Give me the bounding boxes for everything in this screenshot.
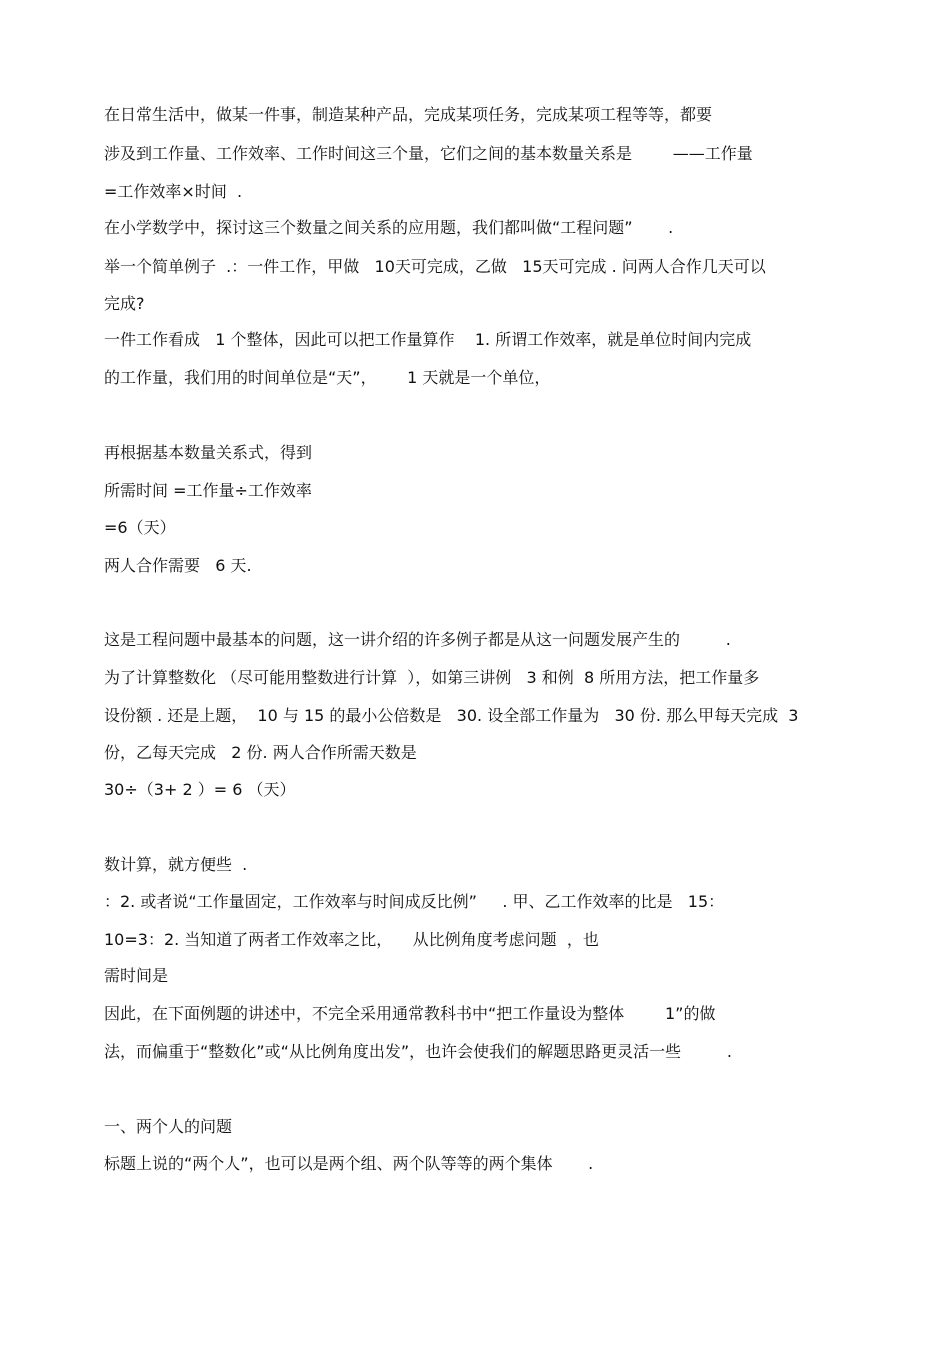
paragraph-line-19: ：2. 或者说“工作量固定，工作效率与时间成反比例” . 甲、乙工作效率的比是 15： — [104, 892, 725, 911]
paragraph-line-13: 这是工程问题中最基本的问题，这一讲介绍的许多例子都是从这一问题发展产生的 . — [104, 630, 731, 649]
paragraph-line-8: 的工作量，我们用的时间单位是“天”， 1 天就是一个单位， — [104, 368, 551, 387]
paragraph-line-9: 再根据基本数量关系式，得到 — [104, 443, 313, 462]
paragraph-line-6: 完成? — [104, 294, 145, 313]
paragraph-line-11: =6（天） — [104, 518, 176, 537]
paragraph-line-4: 在小学数学中，探讨这三个数量之间关系的应用题，我们都叫做“工程问题” . — [104, 218, 674, 237]
paragraph-line-17: 30÷（3+ 2 ）= 6 （天） — [104, 780, 296, 799]
paragraph-line-3: =工作效率×时间 . — [104, 182, 243, 201]
paragraph-line-2: 涉及到工作量、工作效率、工作时间这三个量，它们之间的基本数量关系是 ——工作量 — [104, 144, 753, 163]
paragraph-line-7: 一件工作看成 1 个整体，因此可以把工作量算作 1. 所谓工作效率，就是单位时间内完成 — [104, 330, 752, 349]
paragraph-line-16: 份，乙每天完成 2 份. 两人合作所需天数是 — [104, 743, 417, 762]
paragraph-line-21: 需时间是 — [104, 966, 169, 985]
section-heading: 一、两个人的问题 — [104, 1117, 233, 1136]
paragraph-line-23: 法，而偏重于“整数化”或“从比例角度出发”，也许会使我们的解题思路更灵活一些 . — [104, 1042, 733, 1061]
paragraph-line-22: 因此，在下面例题的讲述中，不完全采用通常教科书中“把工作量设为整体 1”的做 — [104, 1004, 716, 1023]
paragraph-line-1: 在日常生活中，做某一件事，制造某种产品，完成某项任务，完成某项工程等等，都要 — [104, 105, 713, 124]
paragraph-line-12: 两人合作需要 6 天. — [104, 556, 252, 575]
paragraph-line-14: 为了计算整数化 （尽可能用整数进行计算 ），如第三讲例 3 和例 8 所用方法，把工作量多 — [104, 668, 760, 687]
paragraph-line-18: 数计算，就方便些 . — [104, 855, 248, 874]
paragraph-line-15: 设份额 . 还是上题， 10 与 15 的最小公倍数是 30. 设全部工作量为 30 份. 那么甲每天完成 3 — [104, 706, 799, 725]
paragraph-line-20: 10=3：2. 当知道了两者工作效率之比， 从比例角度考虑问题 ，也 — [104, 930, 599, 949]
paragraph-line-5: 举一个简单例子 .：一件工作，甲做 10天可完成，乙做 15天可完成 . 问两人合作几天可以 — [104, 257, 766, 276]
paragraph-line-25: 标题上说的“两个人”，也可以是两个组、两个队等等的两个集体 . — [104, 1154, 594, 1173]
paragraph-line-10: 所需时间 =工作量÷工作效率 — [104, 481, 312, 500]
